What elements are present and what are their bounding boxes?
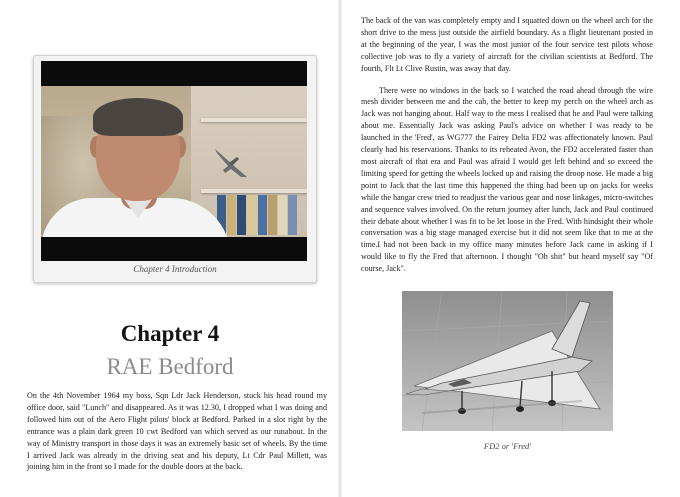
aircraft-photo[interactable] [402, 291, 613, 431]
paragraph: The back of the van was completely empty and I squatted down on the wheel arch for the short drive to the mess just outside the airfield boundary. As a flight lieutenant posted in at the beginning of the year, I was the most junior of the four service test pilots whose collective job was to fly a variety of aircraft for the civilian scientists at Bedford. The fourth, Flt Lt Clive Rustin, was away that day. [361, 16, 653, 73]
paragraph: On the 4th November 1964 my boss, Sqn Ldr Jack Henderson, stuck his head round my office door, said "Lunch" and disappeared. As it was 12.30, I dropped what I was doing and followed him out of the Aero Flight pilots' block at Bedford. Parked in a slot right by the entrance was a plain dark green 10 cwt Bedford van which served as our runabout. In the way of Ministry transport in those days it was an extremely basic set of wheels. By the time I arrived Jack was already in the driving seat and his deputy, Lt Cdr Paul Millett, was joining him in the front so I made for the double doors at the back. [27, 391, 327, 472]
chapter-body-text [27, 390, 327, 473]
fd2-aircraft-image [402, 291, 613, 431]
video-caption: Chapter 4 Introduction [133, 264, 217, 274]
photo-caption: FD2 or 'Fred' [483, 441, 532, 451]
bookshelf-image [217, 195, 297, 235]
video-player[interactable] [33, 55, 317, 283]
chapter-title: RAE Bedford [106, 354, 234, 379]
video-scene-image [41, 86, 307, 237]
model-aircraft-image [211, 143, 251, 183]
right-page-text [361, 15, 653, 275]
person-hair [93, 98, 183, 136]
video-frame[interactable] [41, 61, 307, 261]
chapter-number: Chapter 4 [120, 321, 220, 346]
right-page [340, 0, 680, 497]
paragraph: There were no windows in the back so I watched the road ahead through the wire mesh divider between me and the cab, the better to keep my perch on the wheel arch as Jack was not hanging about. Half way to the mess I realised that he and Paul were talking about me. Essentially Jack was asking Paul's advice on whether I was ready to be launched in the 'Fred', as WG777 the Fairey Delta FD2 was affectionately known. Paul clearly had his reservations. Thanks to its reheated Avon, the FD2 accelerated faster than most aircraft of that era and Paul was afraid I would get left behind and so exceed the limiting speed for getting the wheels locked up and raising the droop nose. He made a big point to Jack that the last time this happened the thing had been up on jacks for weeks while the hangar crew tried to readjust the various gear and nose linkages, micro-switches and sequence valves involved. On the return journey after lunch, Jack and Paul continued their debate about whether I was fit to be let loose in the Fred. With hindsight their whole conversation was a big stage managed exercise but it did not seem like that to me at the time.I had not been back in my office many minutes before Jack came in asking if I would like to fly the Fred that afternoon. I thought "Oh shit" but heard myself say "Of course, Jack". [361, 85, 653, 274]
